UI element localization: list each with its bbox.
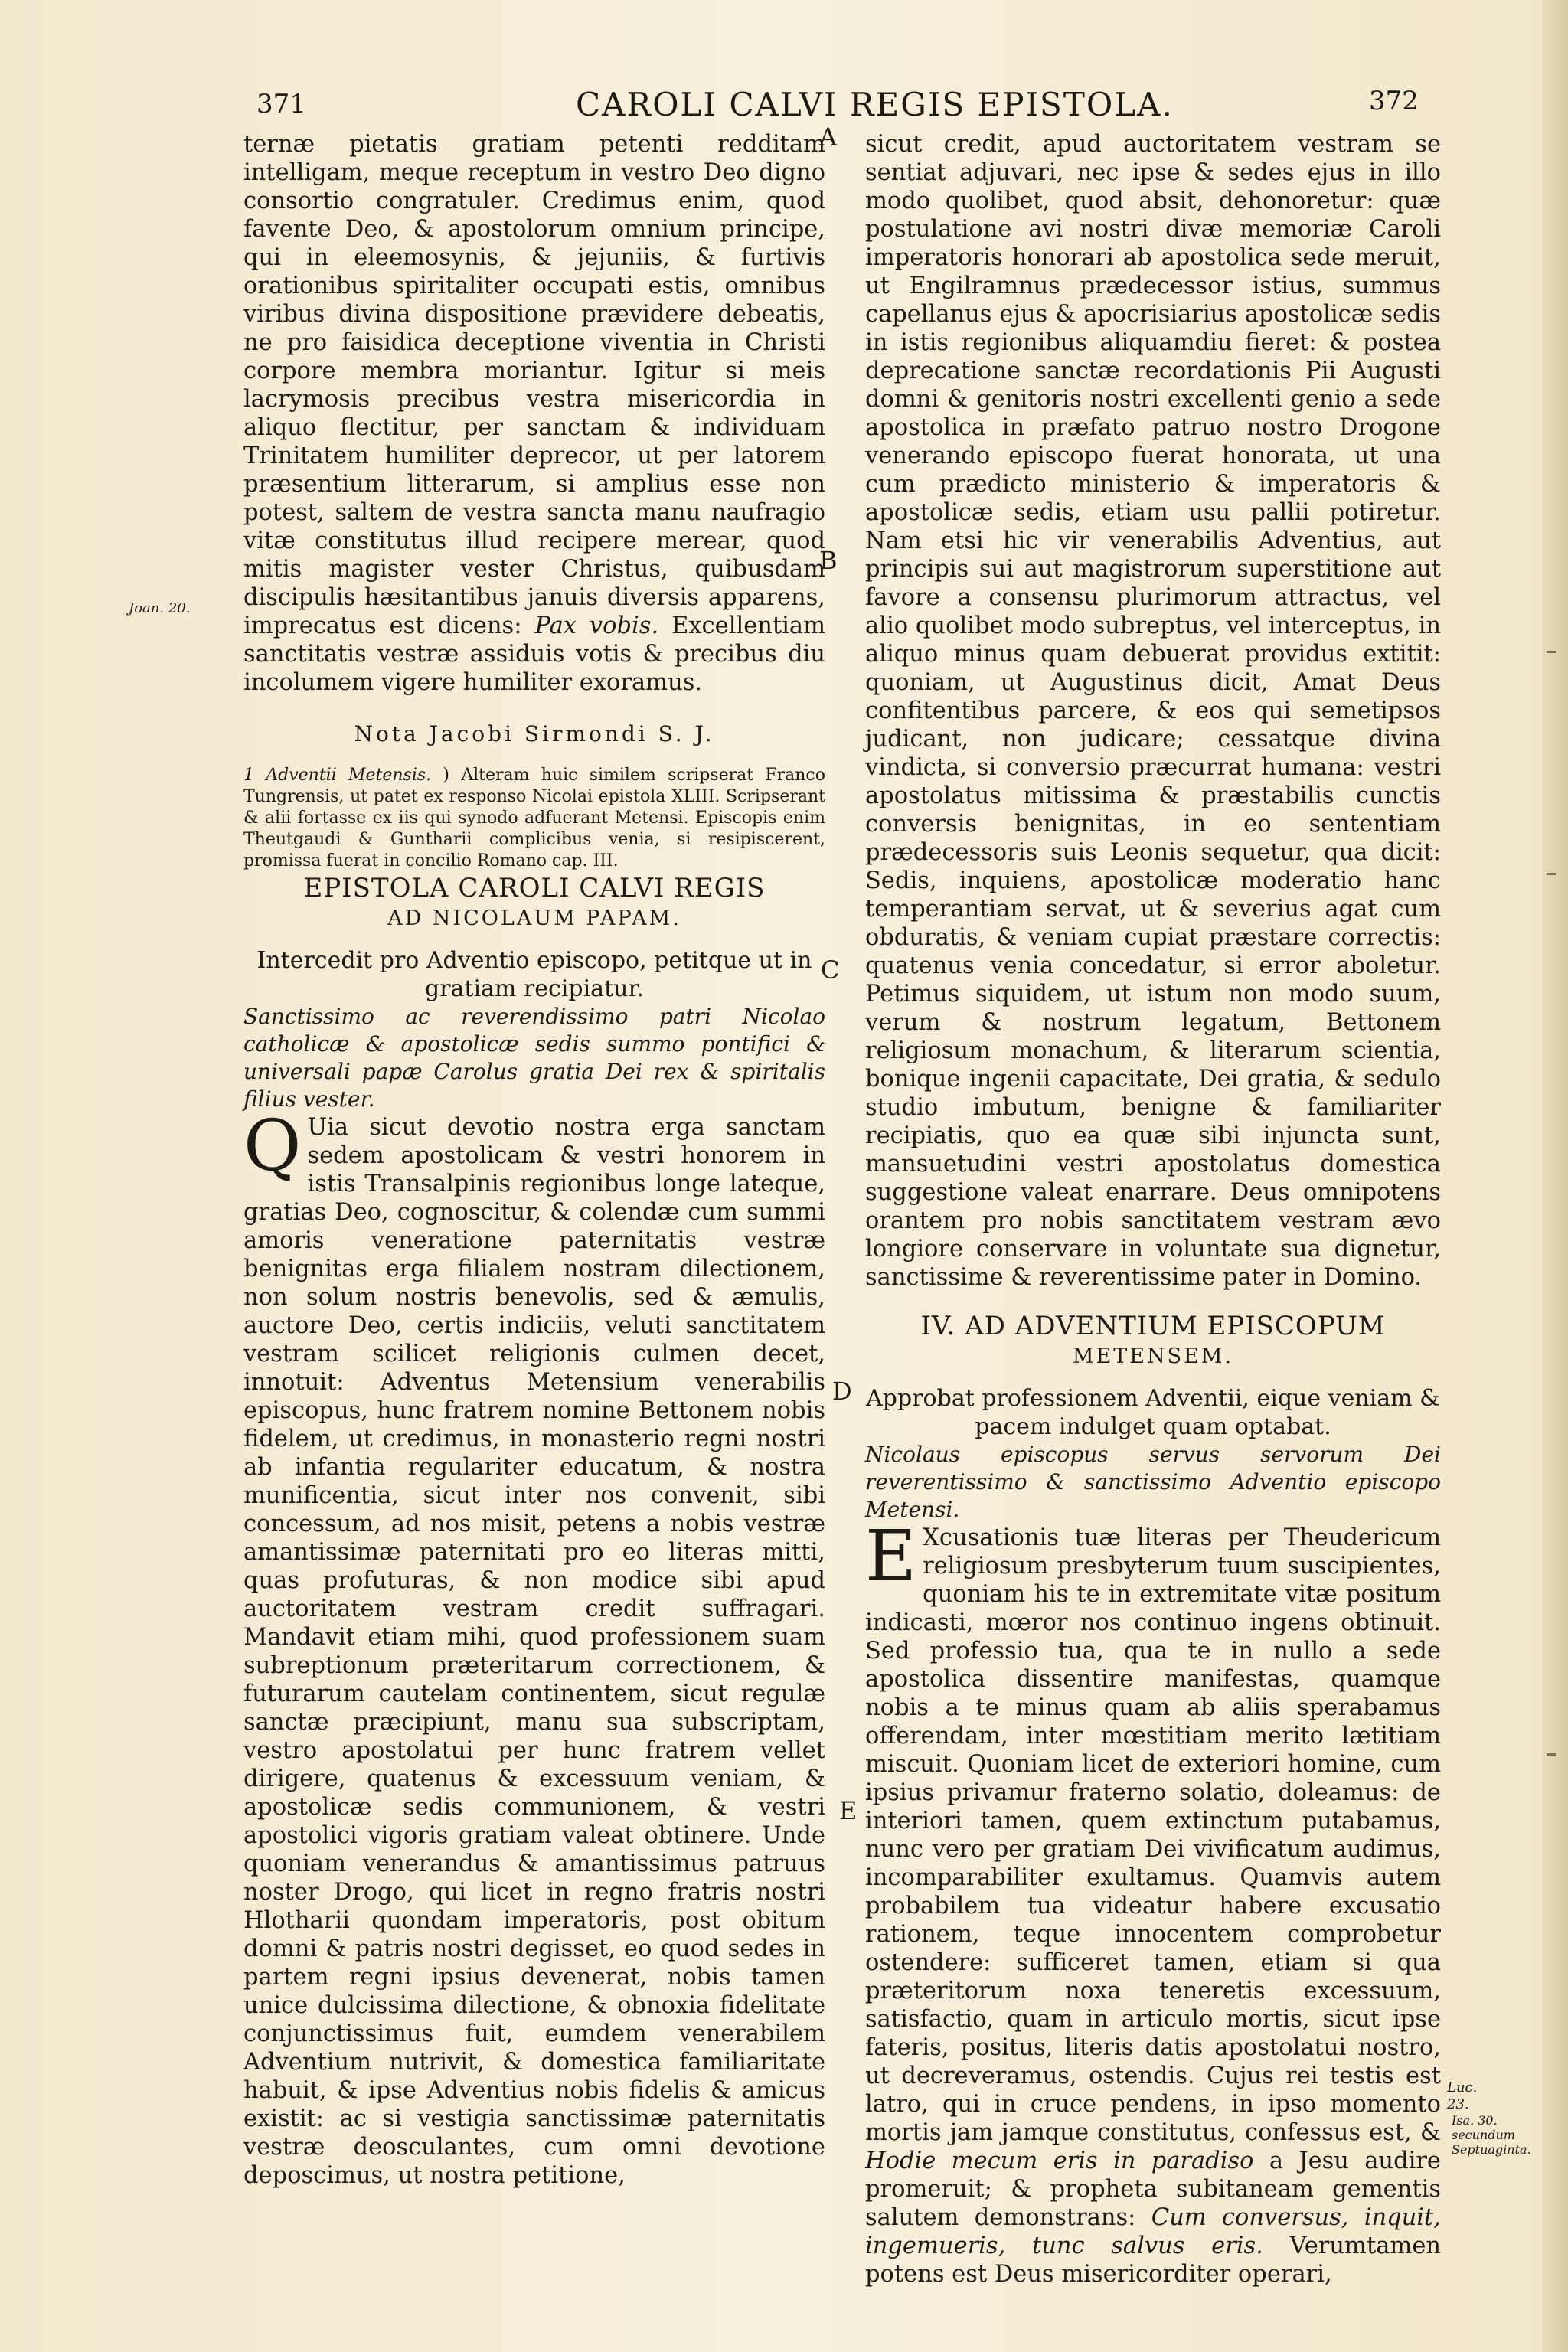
page-header xyxy=(0,86,1568,132)
footnote-text: ) Alteram huic similem scripserat Franco Tungrensis, ut patet ex responso Nicolai epistola XLIII. Scripserant & alii fortasse ex iis qui synodo adfuerant Metensi. Episcopis enim Theutgaudi & Guntharii complicibus venia, si resipiscerent, promissa fuerat in concilio Romano cap. III. xyxy=(243,766,825,871)
letter-summary: Intercedit pro Adventio episcopo, petitque ut in gratiam recipiatur. xyxy=(256,947,812,1002)
section-letter-c: C xyxy=(821,956,840,985)
letter-body: Q Uia sicut devotio nostra erga sanctam sedem apostolicam & vestri honorem in istis Transalpinis regionibus longe lateque, gratias Deo, cognoscitur, & colendæ cum summi amoris veneratione paternitatis vestræ benignitas erga filialem nostram dilectionem, non solum nostris benevolis, sed & æmulis, auctore Deo, certis indiciis, veluti sanctitatem vestram scilicet religionis culmen decet, innotuit: Adventus Metensium venerabilis episcopus, hunc fratrem nomine Bettonem nobis fidelem, ut credimus, in monasterio regni nostri ab infantia regulariter educatum, & nostra munificentia, sicut inter nos convenit, sibi concessum, ad nos misit, petens a nobis vestræ amantissimæ paternitati pro eo literas mitti, quas profuturas, & non modice sibi apud auctoritatem vestram credit suffragari. Mandavit etiam mihi, quod professionem suam subreptionum præteritarum correctionem, & futurarum cautelam continentem, sicut regulæ sanctæ præcipiunt, manu sua subscriptam, vestro apostolatui per hunc fratrem vellet dirigere, quatenus & excessuum veniam, & apostolicæ sedis communionem, & vestri apostolici vigoris gratiam valeat obtinere. Unde quoniam venerandus & amantissimus patruus noster Drogo, qui licet in regno fratris nostri Hlotharii quondam imperatoris, post obitum domni & patris nostri degisset, eo quod sedes in partem regni ipsius devenerat, nobis tamen unice dulcissima dilectione, & obnoxia fidelitate conjunctissimus fuit, eumdem venerabilem Adventium nutrivit, & domestica familiaritate habuit, & ipse Adventius nobis fidelis & amicus existit: ac si vestigia sanctissimæ paternitatis vestræ deosculantes, cum omni devotione deposcimus, ut nostra petitione, xyxy=(243,1105,825,2189)
page-number-right: 372 xyxy=(1369,86,1419,116)
edge-mark xyxy=(1547,873,1556,875)
footnote xyxy=(243,765,825,872)
letter-text-continued: ternæ pietatis gratiam petenti redditam intelligam, meque receptum in vestro Deo digno consortio congratuler. Credimus enim, quod favente Deo, & apostolorum omnium principe, qui in eleemosynis, & jejuniis, & furtivis orationibus spiritaliter occupati estis, omnibus viribus divina dispositione prævidere debeatis, ne pro faisidica deceptione viventia in Christi corpore membra moriantur. Igitur si meis lacrymosis precibus vestra misericordia in aliquo flectitur, per sanctam & individuam Trinitatem humiliter deprecor, ut per latorem præsentium litterarum, si amplius esse non potest, saltem de vestra sancta manu naufragio vitæ constitutus illud recipere merear, quod mitis magister vester Christus, quibusdam discipulis hæsitantibus januis diversis apparens, imprecatus est dicens: Pax vobis. Excellentiam sanctitatis vestræ assiduis votis & precibus diu incolumem vigere humiliter exoramus. xyxy=(243,131,826,696)
letter-salutation: Sanctissimo ac reverendissimo patri Nicolao catholicæ & apostolicæ sedis summo pontifici & universali papæ Carolus gratia Dei rex & spiritalis filius vester. xyxy=(243,1004,825,1112)
letter-salutation: Nicolaus episcopus servus servorum Dei reverentissimo & sanctissimo Adventio episcopo Metensi. xyxy=(865,1442,1441,1522)
edge-mark xyxy=(1547,1753,1556,1756)
section-letter-e: E xyxy=(839,1796,858,1825)
letter-summary: Approbat professionem Adventii, eique veniam & pacem indulget quam optabat. xyxy=(866,1385,1440,1440)
note-heading: Nota Jacobi Sirmondi S. J. xyxy=(354,721,715,746)
letter-body-continued: sicut credit, apud auctoritatem vestram se sentiat adjuvari, nec ipse & sedes ejus in illo modo quolibet, quod absit, dehonoretur: quæ postulatione avi nostri divæ memoriæ Caroli imperatoris honorari ab apostolica sede meruit, ut Engilramnus prædecessor istius, summus capellanus ejus & apocrisiarius apostolicæ sedis in istis regionibus aliquamdiu fieret: & postea deprecatione sanctæ recordationis Pii Augusti domni & genitoris nostri excellenti genio a sede apostolica in præfato patruo nostro Drogone venerando episcopo fuerat honorata, ut una cum prædicto ministerio & imperatoris & apostolicæ sedis, etiam usu pallii potiretur. Nam etsi hic vir venerabilis Adventius, aut principis sui aut magistrorum superstitione aut favore a consensu plurimorum attractus, vel alio quolibet modo subreptus, vel interceptus, in aliquo minus quam debuerat providus extitit: quoniam, ut Augustinus dicit, Amat Deus confitentibus parcere, & eos qui semetipsos judicant, non judicare; cessatque divina vindicta, si conversio præcurrat humana: vestri apostolatus mitissima & præstabilis cunctis conversis benignitas, in eo sententiam prædecessoris suis Leonis sequetur, qua dicit: Sedis, inquiens, apostolicæ moderatio hanc temperantiam servat, ut & severius agat cum obduratis, & veniam cupiat præstare correctis: quatenus venia concedatur, si error aboletur. Petimus siquidem, ut istum non modo suum, verum & nostrum legatum, Bettonem religiosum monachum, & literarum scientia, bonique ingenii capacitate, Dei gratia, & sedulo studio imbutum, benigne & familiariter recipiatis, quo ea quæ sibi injuncta sunt, mansuetudini vestri apostolatus domestica suggestione valeat enarrare. Deus omnipotens orantem pro nobis sanctitatem vestram ævo longiore conservare in voluntate sua dignetur, sanctissime & reverentissime pater in Domino. xyxy=(865,131,1441,1291)
letter-body: E Xcusationis tuæ literas per Theudericum religiosum presbyterum tuum suscipientes, quoniam his te in extremitate vitæ positum indicasti, mœror nos continuo ingens obtinuit. Sed professio tua, qua te in nullo a sede apostolica dissentire manifestas, quamque nobis a te minus quam ab aliis sperabamus offerendam, inter mœstitiam merito lætitiam miscuit. Quoniam licet de exteriori homine, cum ipsius privamur fraterno solatio, doleamus: de interiori tamen, quem extinctum putabamus, nunc vero per gratiam Dei vivificatum audimus, incomparabiliter exultamus. Quamvis autem probabilem tua videatur habere excusatio rationem, teque innocentem comprobetur ostendere: sufficeret tamen, etiam si qua præteritorum noxa teneretis excessuum, satisfactio, quam in articulo mortis, sicut ipse fateris, positus, literis datis apostolatui nostro, ut decreveramus, ostendis. Cujus rei testis est latro, qui in cruce pendens, in ipso momento mortis jam jamque constitutus, confessus est, & Hodie mecum eris in paradiso a Jesu audire promeruit; & propheta subitaneam gementis salutem demonstrans: Cum conversus, inquit, ingemueris, tunc salvus eris. Verumtamen potens est Deus misericorditer operari, xyxy=(865,1515,1442,2288)
footnote-label: 1 Adventii Metensis. xyxy=(243,766,432,785)
letter-heading: EPISTOLA CAROLI CALVI REGIS xyxy=(303,873,766,903)
quote-isaiah: Cum conversus, inquit, ingemueris, tunc salvus eris. xyxy=(865,2204,1442,2259)
letter-heading: IV. AD ADVENTIUM EPISCOPUM xyxy=(920,1311,1386,1341)
section-letter-b: B xyxy=(819,546,838,575)
quote-luke: Hodie mecum eris in paradiso xyxy=(865,2148,1254,2174)
section-letter-d: D xyxy=(832,1377,852,1406)
drop-cap: Q xyxy=(243,1105,302,1187)
page-number-left: 371 xyxy=(256,89,306,119)
letter-subheading: METENSEM. xyxy=(1072,1344,1234,1368)
right-column xyxy=(865,130,1441,2288)
quote-pax-vobis: Pax vobis. xyxy=(534,612,659,639)
letter-subheading: AD NICOLAUM PAPAM. xyxy=(387,906,681,930)
edge-mark xyxy=(1547,651,1556,653)
section-letter-a: A xyxy=(819,122,838,152)
margin-note-john: Joan. 20. xyxy=(129,600,191,616)
drop-cap: E xyxy=(865,1515,917,1597)
page-edge xyxy=(1542,0,1568,2352)
running-title: CAROLI CALVI REGIS EPISTOLA. xyxy=(576,86,1174,123)
margin-note-isaiah: Isa. 30. secundum Septuaginta. xyxy=(1452,2113,1531,2157)
margin-note-luke: Luc. 23. xyxy=(1447,2079,1478,2112)
left-column xyxy=(243,130,825,2190)
